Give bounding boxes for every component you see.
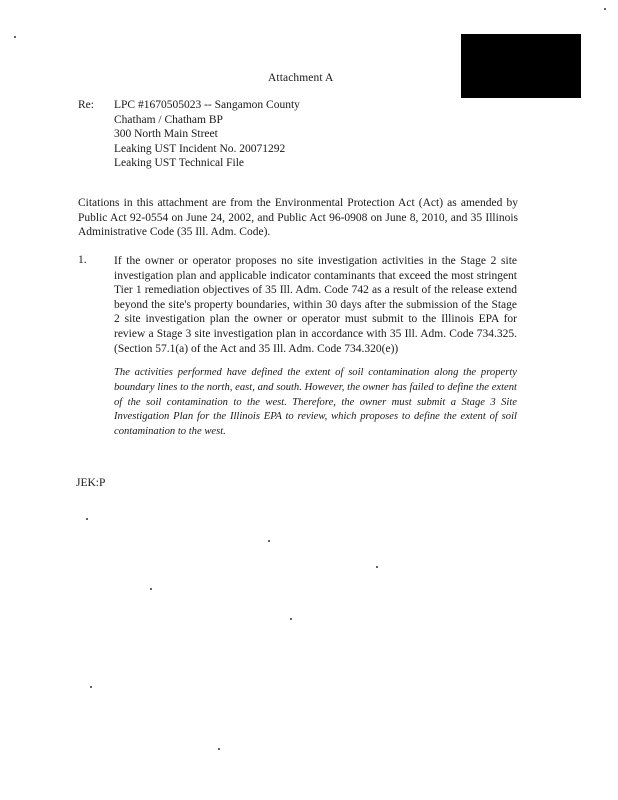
item-requirement-text: If the owner or operator proposes no site investigation activities in the Stage 2 site investigation plan and applicable indicator contaminants that exceed the most stringent Tier 1 remediation objectives of 35 Ill. Adm. Code 742 as a result of the release extend beyond the site's property boundaries, within 30 days after the submission of the Stage 2 site investigation plan the owner or operator must submit to the Illinois EPA for review a Stage 3 site investigation plan in accordance with 35 Ill. Adm. Code 734.325. (Section 57.1(a) of the Act and 35 Ill. Adm. Code 734.320(e)) (114, 255, 517, 355)
item-finding-text: The activities performed have defined the extent of soil contamination along the property boundary lines to the north, east, and south. However, the owner has failed to define the extent of the soil contamination to the west. Therefore, the owner must submit a Stage 3 Site Investigation Plan for the Illinois EPA to review, which proposes to define the extent of soil contamination to the west. (114, 367, 517, 438)
scan-speck (86, 518, 88, 520)
scan-speck (376, 566, 378, 568)
scan-speck (218, 748, 220, 750)
scan-speck (90, 686, 92, 688)
scan-speck (604, 8, 606, 10)
scan-speck (268, 540, 270, 542)
scan-speck (290, 618, 292, 620)
page-title: Attachment A (268, 72, 334, 84)
re-line-project: LPC #1670505023 -- Sangamon County (114, 99, 300, 111)
scan-speck (150, 588, 152, 590)
re-block (114, 98, 300, 171)
re-line-incident: Leaking UST Incident No. 20071292 (114, 142, 286, 155)
citations-paragraph: Citations in this attachment are from the Environmental Protection Act (Act) as amended by Public Act 92-0554 on June 24, 2002, and Public Act 96-0908 on June 8, 2010, and 35 Illinois Administrative Code (35 Ill. Adm. Code). (78, 197, 518, 239)
redaction-box (461, 34, 581, 98)
re-line-site: Chatham / Chatham BP (114, 113, 223, 126)
re-label: Re: (78, 99, 94, 111)
item-number: 1. (78, 254, 87, 266)
scan-speck (14, 36, 16, 38)
author-initials: JEK:P (76, 477, 106, 489)
re-line-file: Leaking UST Technical File (114, 157, 245, 170)
re-line-address: 300 North Main Street (114, 128, 218, 141)
